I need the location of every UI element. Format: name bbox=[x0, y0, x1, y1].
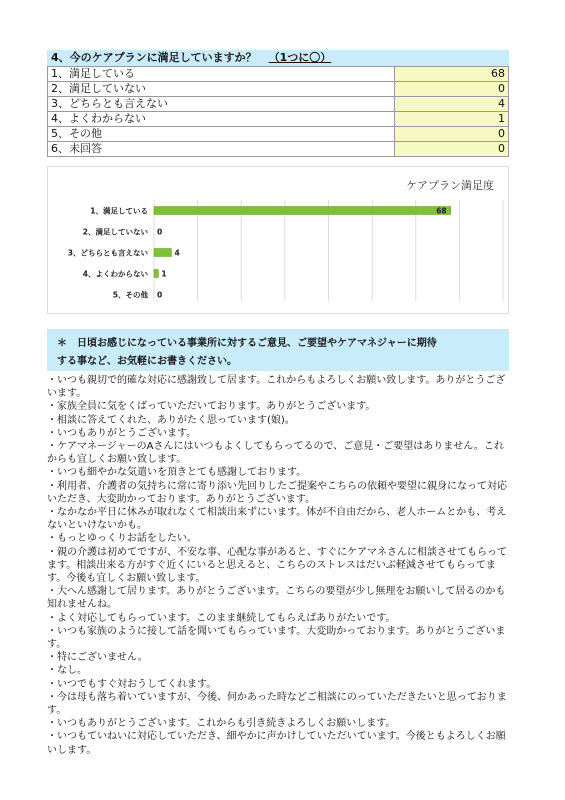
question-instruction: （1つに〇） bbox=[268, 51, 332, 64]
answer-label: 4、よくわからない bbox=[48, 112, 395, 127]
category-label: 4、よくわからない bbox=[82, 269, 148, 279]
answer-label: 5、その他 bbox=[48, 127, 395, 142]
comment-item: ・いつも細やかな気遣いを頂きとても感謝しております。 bbox=[47, 467, 307, 479]
comment-item: ・いつも親切で的確な対応に感謝致して居ます。これからもよろしくお願い致します。ありがとうございます。 bbox=[47, 375, 506, 400]
comment-item: ・いつもありがとうございます。これからも引き続きよろしくお願いします。 bbox=[47, 718, 396, 730]
comment-item: ・なし。 bbox=[47, 665, 87, 677]
answer-count: 1 bbox=[395, 112, 509, 127]
answer-table bbox=[47, 66, 509, 157]
category-label: 1、満足している bbox=[90, 206, 148, 216]
comment-item: ・相談に答えてくれた、ありがたく思っています(娘)。 bbox=[47, 414, 295, 426]
comment-item: ・いつでもすぐ対おうしてくれます。 bbox=[47, 678, 217, 690]
data-label: 1 bbox=[161, 269, 167, 279]
data-label: 0 bbox=[157, 227, 163, 237]
question-header bbox=[47, 50, 509, 66]
table-row bbox=[48, 127, 509, 142]
table-row bbox=[48, 142, 509, 157]
question-title: 4、今のケアプランに満足していますか？ bbox=[51, 51, 257, 64]
comment-item: ・いつもていねいに対応していただき、細やかに声かけしていただいています。今後ともよろしくお願いします。 bbox=[47, 731, 506, 756]
table-row bbox=[48, 67, 509, 82]
comment-item: ・いつも家族のように接して話を聞いてもらっています。大変助かっております。ありがとうございます。 bbox=[47, 625, 506, 651]
answer-label: 3、どちらとも言えない bbox=[48, 97, 395, 112]
comment-item: ・なかなか平日に休みが取れなくて相談出来ずにいます。体が不自由だから、老人ホームとかも、考えないといけないかも。 bbox=[47, 507, 507, 532]
answer-label: 2、満足していない bbox=[48, 82, 395, 97]
answer-count: 68 bbox=[395, 67, 509, 82]
satisfaction-chart bbox=[47, 166, 509, 314]
data-label: 68 bbox=[436, 206, 447, 216]
comment-item: ・大へん感謝して居ります。ありがとうございます。こちらの要望が少し無理をお願いして居るのかも知れませんね。 bbox=[47, 586, 506, 611]
comment-item: ・家族全員に気をくばっていただいております。ありがとうございます。 bbox=[47, 401, 376, 413]
bar bbox=[154, 207, 451, 215]
answer-count: 0 bbox=[395, 142, 509, 157]
answer-label: 6、未回答 bbox=[48, 142, 395, 157]
bar bbox=[154, 270, 158, 278]
comments-header bbox=[47, 329, 509, 371]
comment-item: ・もっとゆっくりお話をしたい。 bbox=[47, 533, 197, 545]
data-label: 0 bbox=[157, 290, 163, 300]
comment-item: ・親の介護は初めてですが、不安な事、心配な事があると、すぐにケアマネさんに相談させてもらってます。相談出来る方がすぐ近くにいると思えると、こちらのストレスはだいぶ軽減させてもらってます。今後も宜しくお願い致します。 bbox=[47, 546, 507, 585]
table-row bbox=[48, 82, 509, 97]
comment-item: ・特にございません。 bbox=[47, 652, 148, 664]
category-label: 5、その他 bbox=[112, 290, 148, 300]
category-label: 2、満足していない bbox=[82, 227, 148, 237]
comment-item: ・いつもありがとうございます。 bbox=[47, 427, 197, 439]
category-label: 3、どちらとも言えない bbox=[67, 248, 148, 258]
comments-header-line1: ＊ 日頃お感じになっている事業所に対するご意見、ご要望やケアマネジャーに期待 bbox=[57, 338, 437, 349]
comments-header-line2: する事など、お気軽にお書きください。 bbox=[57, 356, 237, 367]
bar bbox=[154, 249, 171, 257]
table-row bbox=[48, 112, 509, 127]
answer-count: 0 bbox=[395, 127, 509, 142]
comment-item: ・ケアマネージャーのAさんにはいつもよくしてもらってるので、ご意見・ご要望はありません。これからも宜しくお願い致します。 bbox=[47, 441, 504, 466]
comments-list bbox=[47, 374, 509, 757]
chart-title: ケアプラン満足度 bbox=[406, 179, 494, 192]
chart-svg bbox=[48, 167, 508, 313]
answer-count: 4 bbox=[395, 97, 509, 112]
answer-count: 0 bbox=[395, 82, 509, 97]
data-label: 4 bbox=[174, 248, 180, 258]
table-row bbox=[48, 97, 509, 112]
comment-item: ・今は母も落ち着いていますが、今後、何かあった時などご相談にのっていただきたいと思っております。 bbox=[47, 691, 507, 717]
answer-label: 1、満足している bbox=[48, 67, 395, 82]
comment-item: ・よく対応してもらっています。このまま継続してもらえばありがたいです。 bbox=[47, 612, 396, 624]
comment-item: ・利用者、介護者の気持ちに常に寄り添い先回りしたご提案やこちらの依頼や要望に親身になって対応いただき、大変助かっております。ありがとうございます。 bbox=[47, 480, 507, 505]
